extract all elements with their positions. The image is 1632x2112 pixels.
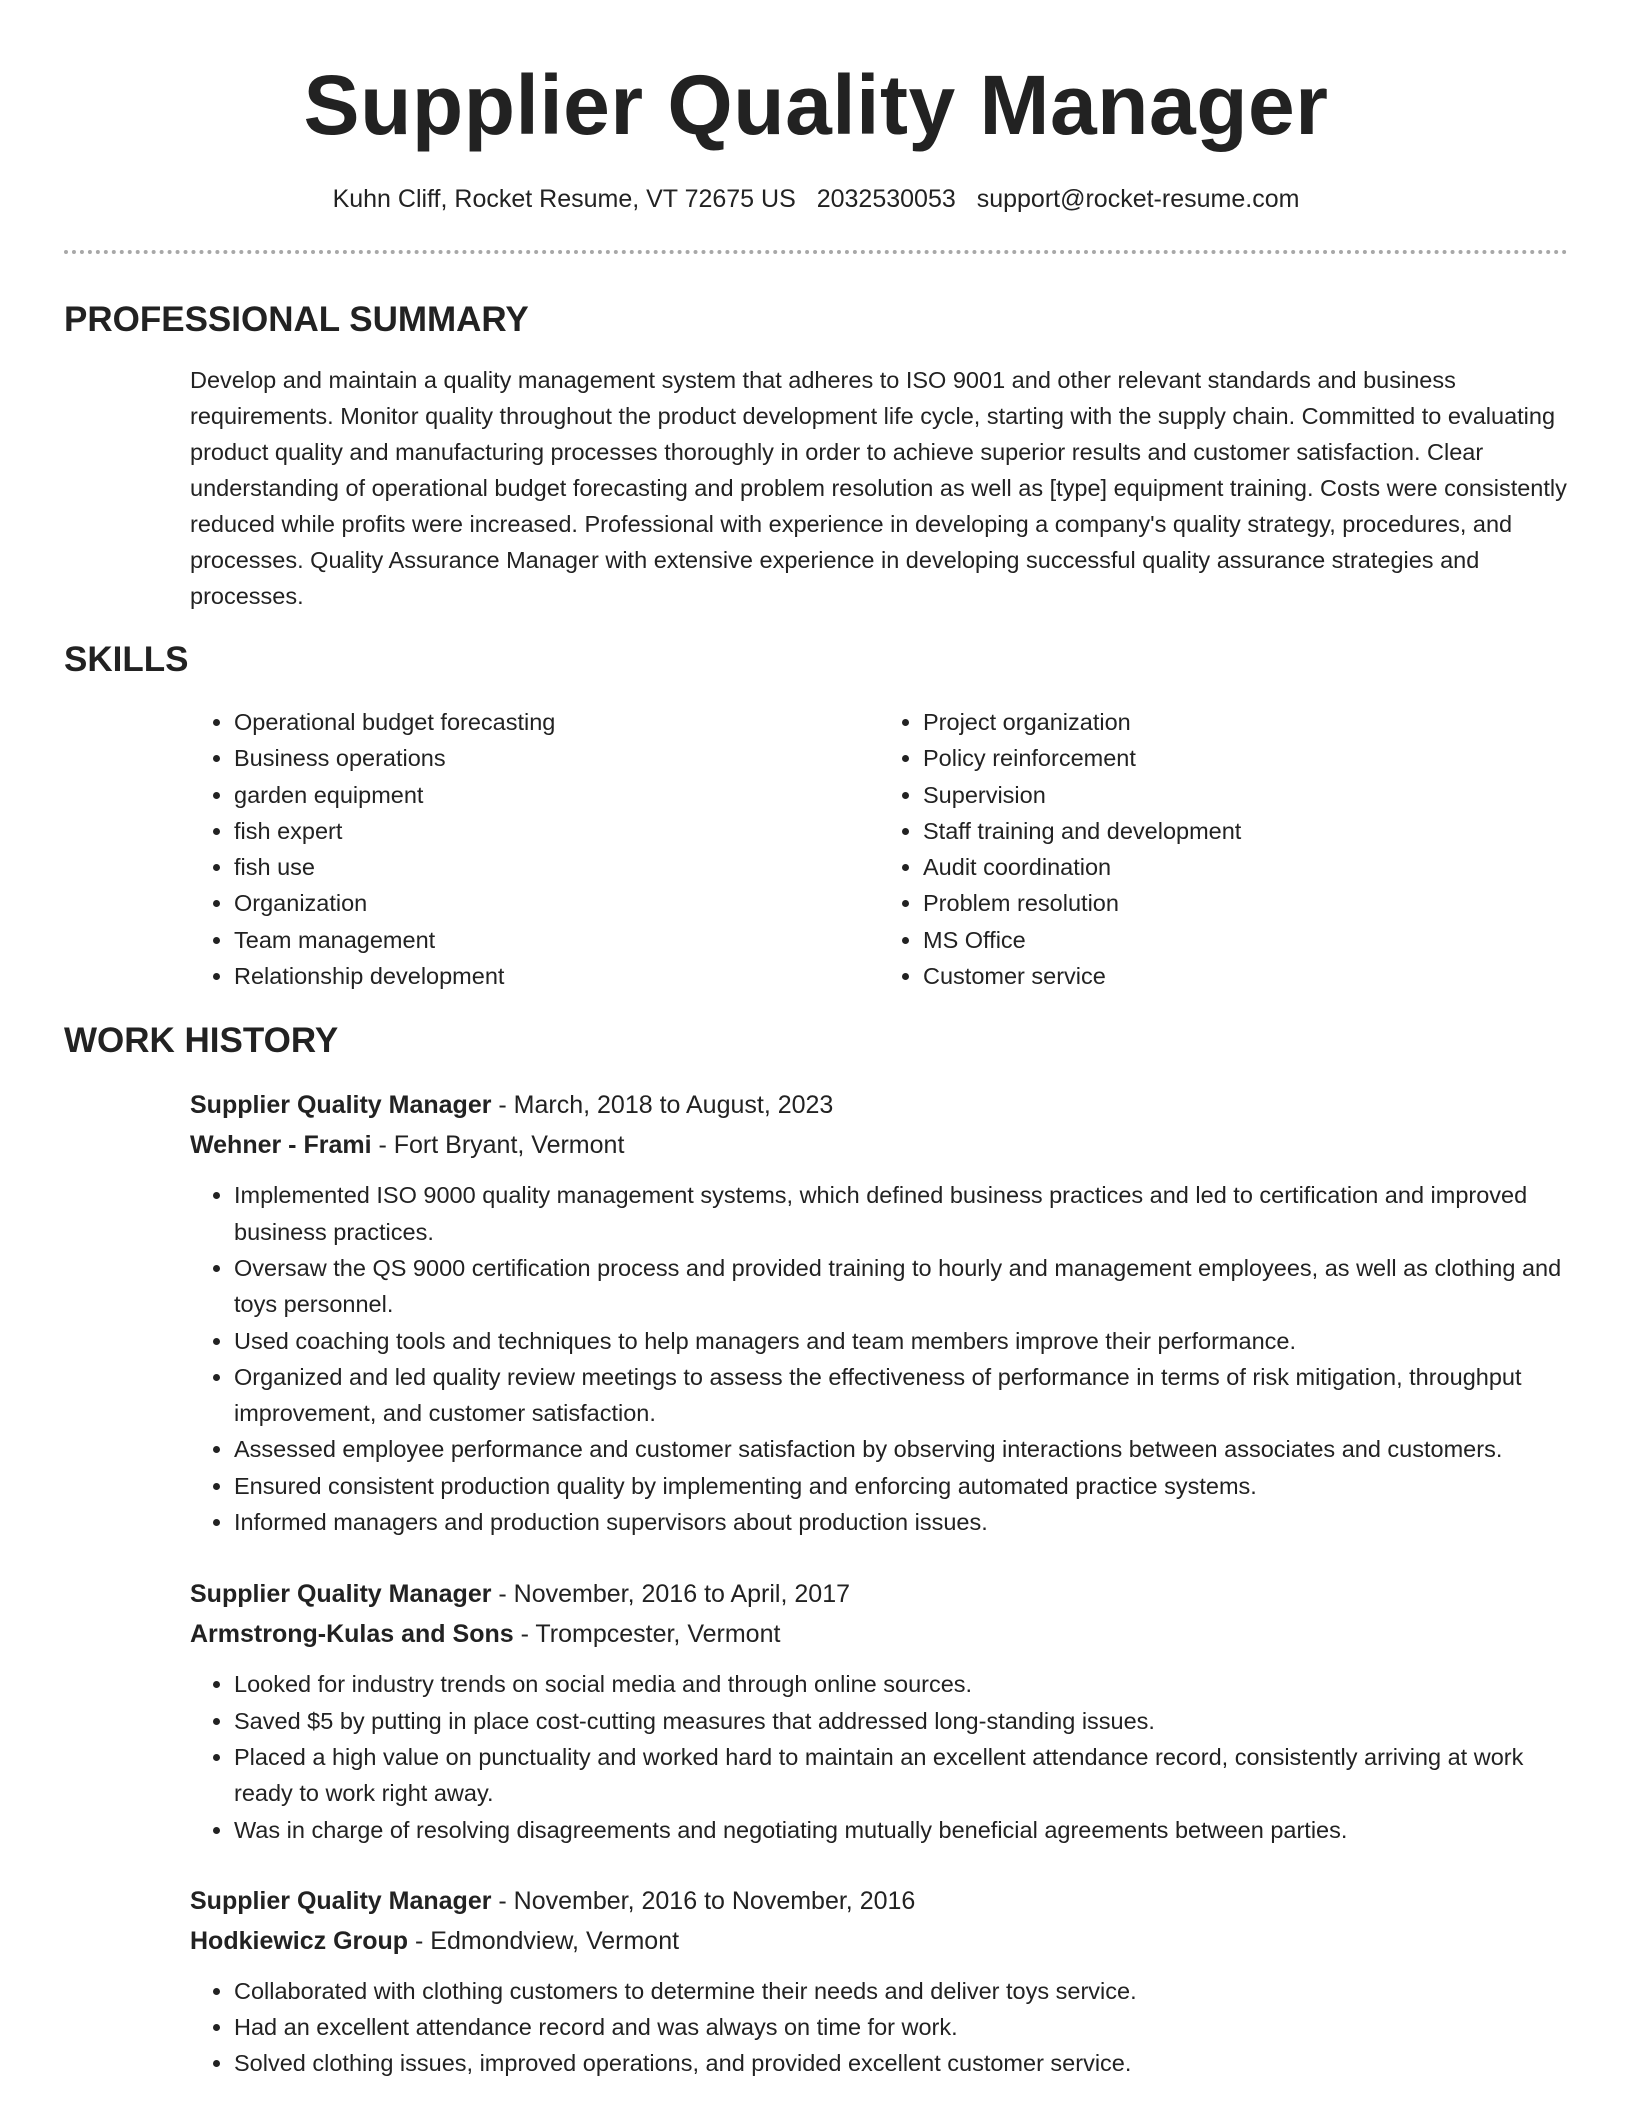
job-role-line xyxy=(190,1085,1568,1125)
header-divider xyxy=(64,250,1568,254)
job-bullet: • Saved $5 by putting in place cost-cutting measures that addressed long-standing issues. xyxy=(234,1703,1568,1739)
skill-item: • Organization xyxy=(234,885,879,921)
work-history-heading: WORK HISTORY xyxy=(64,1021,339,1061)
job-company: Armstrong-Kulas and Sons xyxy=(190,1620,514,1649)
skill-item: • Supervision xyxy=(923,777,1568,813)
skill-item: • garden equipment xyxy=(234,777,879,813)
job-entry xyxy=(190,1085,1568,1540)
job-bullet: • Looked for industry trends on social media and through online sources. xyxy=(234,1666,1568,1702)
job-company-line xyxy=(190,1921,1568,1961)
job-bullet: • Solved clothing issues, improved operations, and provided excellent customer service. xyxy=(234,2045,1568,2081)
job-bullet: • Assessed employee performance and customer satisfaction by observing interactions between associates and customers. xyxy=(234,1431,1568,1467)
job-bullets xyxy=(190,1973,1568,2082)
contact-line xyxy=(64,182,1568,216)
skills-column-right xyxy=(879,704,1568,994)
job-bullet: • Informed managers and production supervisors about production issues. xyxy=(234,1504,1568,1540)
summary-heading: PROFESSIONAL SUMMARY xyxy=(64,300,529,339)
job-bullet: • Placed a high value on punctuality and worked hard to maintain an excellent attendance record, consistently arriving at work ready to work right away. xyxy=(234,1739,1568,1812)
job-dates: - November, 2016 to November, 2016 xyxy=(491,1886,916,1915)
skill-item: • Relationship development xyxy=(234,958,879,994)
skill-item: • Team management xyxy=(234,922,879,958)
job-role: Supplier Quality Manager xyxy=(190,1886,492,1915)
skill-item: • Operational budget forecasting xyxy=(234,704,879,740)
skill-item: • Staff training and development xyxy=(923,813,1568,849)
job-location: - Fort Bryant, Vermont xyxy=(371,1131,625,1160)
skill-item: • Business operations xyxy=(234,740,879,776)
job-bullet: • Collaborated with clothing customers to determine their needs and deliver toys service. xyxy=(234,1973,1568,2009)
job-company: Wehner - Frami xyxy=(190,1131,372,1160)
skills-heading: SKILLS xyxy=(64,640,189,679)
job-role: Supplier Quality Manager xyxy=(190,1580,492,1609)
job-company-line xyxy=(190,1614,1568,1654)
contact-phone: 2032530053 xyxy=(816,185,956,213)
skill-item: • Policy reinforcement xyxy=(923,740,1568,776)
job-role-line xyxy=(190,1881,1568,1921)
contact-address: Kuhn Cliff, Rocket Resume, VT 72675 US xyxy=(332,185,796,213)
contact-email: support@rocket-resume.com xyxy=(976,185,1300,213)
job-entry xyxy=(190,1574,1568,1847)
skill-item: • Audit coordination xyxy=(923,849,1568,885)
job-bullets xyxy=(190,1177,1568,1540)
job-bullet: • Was in charge of resolving disagreements and negotiating mutually beneficial agreements between parties. xyxy=(234,1812,1568,1848)
job-location: - Edmondview, Vermont xyxy=(408,1926,680,1955)
job-role-line xyxy=(190,1574,1568,1614)
job-role: Supplier Quality Manager xyxy=(190,1091,492,1120)
skill-item: • fish use xyxy=(234,849,879,885)
skills-column-left xyxy=(190,704,879,994)
job-company: Hodkiewicz Group xyxy=(190,1926,409,1955)
job-bullet: • Used coaching tools and techniques to help managers and team members improve their performance. xyxy=(234,1323,1568,1359)
resume-page xyxy=(64,0,1568,2082)
job-bullet: • Oversaw the QS 9000 certification process and provided training to hourly and management employees, as well as clothing and toys personnel. xyxy=(234,1250,1568,1323)
job-bullet: • Implemented ISO 9000 quality management systems, which defined business practices and led to certification and improved business practices. xyxy=(234,1177,1568,1250)
job-bullet: • Had an excellent attendance record and was always on time for work. xyxy=(234,2009,1568,2045)
job-company-line xyxy=(190,1125,1568,1165)
skill-item: • Customer service xyxy=(923,958,1568,994)
job-dates: - November, 2016 to April, 2017 xyxy=(491,1580,850,1609)
summary-text: Develop and maintain a quality management system that adheres to ISO 9001 and other relevant standards and business requirements. Monitor quality throughout the product development life cycle, starting with the supply chain. Committed to evaluating product quality and manufacturing processes thoroughly in order to achieve superior results and customer satisfaction. Clear understanding of operational budget forecasting and problem resolution as well as [type] equipment training. Costs were consistently reduced while profits were increased. Professional with experience in developing a company's quality strategy, procedures, and processes. Quality Assurance Manager with extensive experience in developing successful quality assurance strategies and processes. xyxy=(190,367,1567,609)
job-bullet: • Organized and led quality review meetings to assess the effectiveness of performance in terms of risk mitigation, throughput improvement, and customer satisfaction. xyxy=(234,1359,1568,1432)
skill-item: • fish expert xyxy=(234,813,879,849)
resume-title: Supplier Quality Manager xyxy=(303,58,1329,152)
skill-item: • Problem resolution xyxy=(923,885,1568,921)
skills-list xyxy=(190,704,1568,994)
job-dates: - March, 2018 to August, 2023 xyxy=(491,1091,834,1120)
skill-item: • MS Office xyxy=(923,922,1568,958)
job-bullet: • Ensured consistent production quality by implementing and enforcing automated practice systems. xyxy=(234,1468,1568,1504)
skill-item: • Project organization xyxy=(923,704,1568,740)
job-location: - Trompcester, Vermont xyxy=(513,1620,781,1649)
job-entry xyxy=(190,1881,1568,2082)
job-bullets xyxy=(190,1666,1568,1847)
